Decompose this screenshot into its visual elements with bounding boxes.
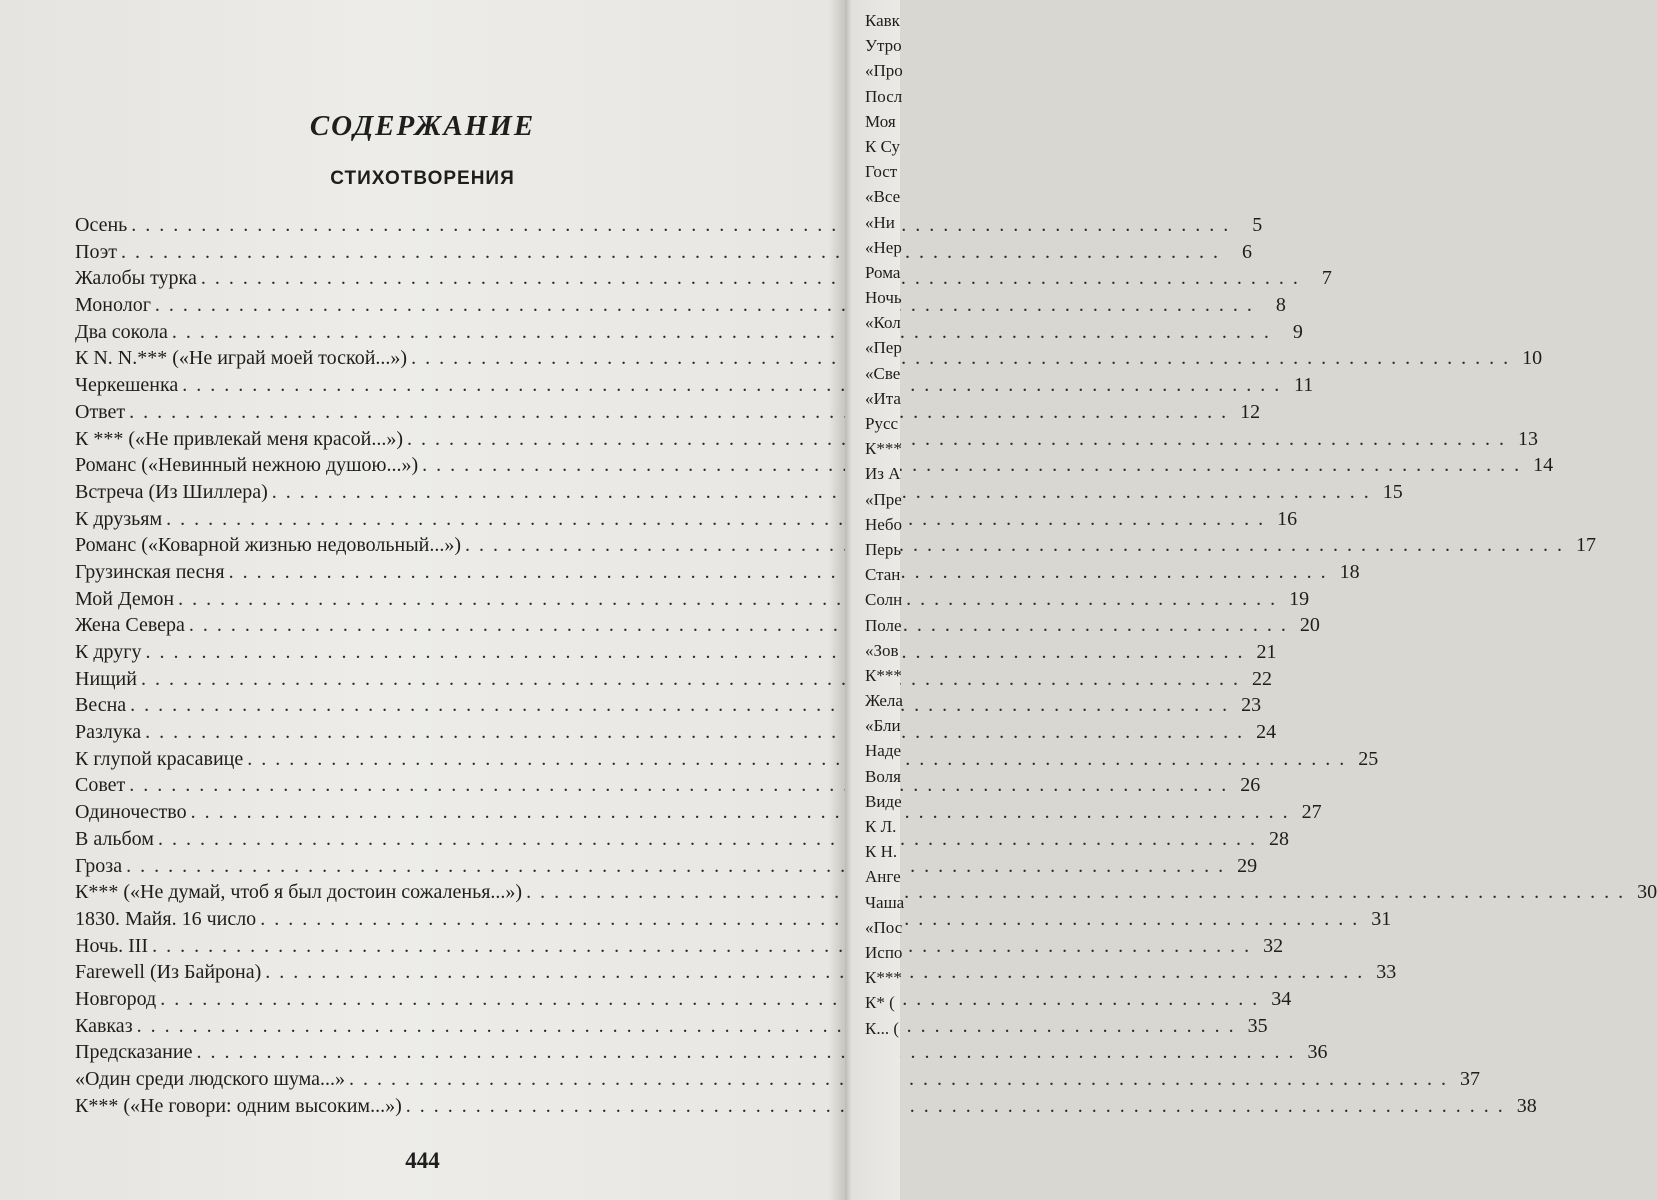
right-page-fragment: «Кол (865, 313, 901, 333)
toc-entry-page: 13 (1518, 427, 1539, 450)
toc-entry-title: Осень (75, 214, 128, 236)
right-page-fragment: Рома (865, 262, 901, 282)
dot-leader (172, 319, 1271, 346)
toc-entry-page: 18 (1339, 560, 1360, 583)
right-page-fragment: К Н. (865, 842, 898, 862)
dot-leader (201, 265, 1300, 292)
toc-entry-page: 6 (1242, 240, 1253, 263)
dot-leader (407, 426, 1506, 453)
toc-entry-page: 24 (1256, 721, 1277, 744)
right-page-fragment: Наде (865, 741, 902, 761)
right-page-fragment: «Све (865, 363, 901, 383)
dot-leader (158, 826, 1257, 853)
dot-leader (526, 879, 1625, 906)
right-page-fragment: «Ни (865, 212, 895, 232)
toc-entry-page: 35 (1247, 1014, 1268, 1037)
toc-entry-page: 11 (1293, 374, 1314, 397)
dot-leader (166, 506, 1265, 533)
toc-entry-title: Одиночество (75, 801, 187, 824)
toc-entry-title: К N. N.*** («Не играй моей тоской...») (75, 347, 408, 370)
right-page-fragment: «Пре (865, 489, 902, 509)
toc-entry (75, 959, 1397, 986)
toc-entry (75, 319, 1303, 346)
dot-leader (141, 666, 1240, 693)
dot-leader (137, 1013, 1236, 1040)
toc-entry-page: 33 (1376, 961, 1397, 984)
right-page-fragment: Солн (865, 590, 903, 610)
toc-entry-page: 29 (1237, 854, 1258, 877)
toc-entry (75, 1066, 1481, 1093)
right-page-fragment: Посл (865, 86, 903, 106)
toc-entry-title: «Один среди людского шума...» (75, 1068, 346, 1090)
dot-leader (152, 933, 1251, 960)
right-page-fragment: «Ита (865, 388, 901, 408)
toc-entry-page: 23 (1241, 694, 1262, 717)
toc-entry-page: 30 (1637, 881, 1657, 904)
toc-entry-title: Кавказ (75, 1014, 133, 1037)
toc-entry-title: К*** («Не говори: одним высоким...») (75, 1094, 402, 1117)
dot-leader (129, 399, 1228, 426)
right-page-fragment: Моя (865, 111, 896, 131)
toc-entry-page: 31 (1371, 907, 1392, 930)
right-page-fragment: Русс (865, 414, 899, 433)
right-page-fragment: Чаша (865, 892, 905, 912)
dot-leader (129, 772, 1228, 799)
toc-entry-page: 7 (1321, 267, 1332, 290)
toc-entry-page: 26 (1240, 774, 1261, 797)
toc-entry-title: Черкешенка (75, 374, 179, 397)
right-page-fragment: К* ( (865, 993, 895, 1013)
toc-entry-page: 28 (1268, 827, 1289, 850)
toc-entry-title: Разлука (75, 721, 142, 744)
toc-entry-page: 15 (1382, 480, 1403, 503)
toc-entry-page: 19 (1289, 587, 1310, 610)
dot-leader (260, 906, 1359, 933)
right-page-fragment: «Все (865, 187, 901, 207)
toc-entry (75, 666, 1272, 693)
toc-entry-page: 27 (1301, 801, 1322, 824)
toc-entry-title: В альбом (75, 827, 154, 850)
right-page-fragment: Жела (865, 691, 903, 711)
toc-entry-title: К другу (75, 641, 142, 663)
toc-entry-page: 8 (1275, 294, 1286, 317)
right-page-fragment: К*** (865, 665, 902, 685)
toc-entry-title: Мой Демон (75, 587, 175, 610)
toc-entry (75, 1039, 1328, 1066)
dot-leader (465, 532, 1564, 559)
toc-entry-title: К глупой красавице (75, 747, 244, 770)
dot-leader (272, 479, 1371, 506)
right-page-fragment: Кавк (865, 11, 900, 30)
right-page-fragment: Перь (865, 539, 902, 559)
toc-entry-page: 37 (1460, 1068, 1481, 1090)
toc-entry-title: Ответ (75, 400, 126, 423)
right-page-fragment: Утро (865, 36, 902, 56)
dot-leader (130, 692, 1229, 719)
dot-leader (131, 212, 1230, 239)
toc-entry-title: Поэт (75, 240, 118, 263)
toc-entry-page: 9 (1292, 320, 1303, 343)
right-page-fragment: Ночь (865, 288, 902, 308)
toc-entry-page: 21 (1256, 641, 1277, 663)
toc-entry-title: Грузинская песня (75, 560, 225, 583)
toc-entry-title: К друзьям (75, 507, 163, 530)
toc-entry-title: Монолог (75, 294, 151, 317)
dot-leader (229, 559, 1328, 586)
right-page-fragment: К*** (865, 968, 902, 988)
dot-leader (196, 1039, 1295, 1066)
right-page-fragment: «Нер (865, 237, 902, 257)
toc-entry-page: 16 (1277, 507, 1298, 530)
toc-entry-title: К *** («Не привлекай меня красой...») (75, 427, 404, 450)
toc-entry-page: 32 (1263, 934, 1284, 957)
right-page-fragment: Виде (865, 791, 902, 811)
toc-entry-title: Farewell (Из Байрона) (75, 961, 262, 984)
right-page-fragment: «Пос (865, 917, 903, 937)
right-page-fragment: Испо (865, 942, 903, 962)
toc-entry-page: 34 (1271, 987, 1292, 1010)
right-page-fragment: «Пер (865, 338, 902, 358)
toc-entry-title: Два сокола (75, 320, 168, 343)
toc-entry (75, 1013, 1268, 1040)
dot-leader (406, 1093, 1505, 1120)
dot-leader (126, 853, 1225, 880)
toc-entry-page: 12 (1240, 400, 1261, 423)
toc-entry-page: 17 (1576, 534, 1597, 557)
right-page-fragment: Стан (865, 565, 901, 585)
toc-entry-page: 38 (1516, 1094, 1537, 1117)
toc-entry-title: Жалобы турка (75, 267, 197, 290)
toc-entry-title: Романс («Коварной жизнью недовольный...») (75, 534, 462, 557)
section-heading: СТИХОТВОРЕНИЯ (330, 168, 515, 189)
right-page-fragment: «Про (865, 61, 903, 81)
dot-leader (145, 719, 1244, 746)
right-page-fragment: К Су (865, 136, 901, 156)
right-page-fragments (865, 8, 904, 1041)
toc-entry-page: 20 (1299, 614, 1320, 637)
toc-entry-title: Нищий (75, 667, 137, 690)
toc-entry-page: 22 (1251, 667, 1272, 690)
dot-leader (178, 586, 1277, 613)
toc-entry-page: 25 (1358, 747, 1379, 770)
right-page-fragment: «Бли (865, 716, 901, 736)
toc-entry-page: 36 (1307, 1041, 1328, 1064)
toc-entry-title: Новгород (75, 987, 157, 1010)
right-page-fragment: Воля (865, 766, 901, 786)
dot-leader (160, 986, 1259, 1013)
right-page-fragment: К... ( (865, 1018, 899, 1038)
page-number: 444 (405, 1148, 440, 1173)
dot-leader (182, 372, 1281, 399)
toc-entry-title: Жена Севера (75, 614, 185, 637)
dot-leader (121, 239, 1220, 266)
toc-entry-title: Ночь. III (75, 934, 149, 957)
right-page-fragment: Гост (865, 162, 898, 182)
right-page-fragment: Небо (865, 514, 902, 534)
right-page-fragment: Анге (865, 867, 901, 887)
toc-entry-title: Весна (75, 694, 127, 717)
toc-entry-title: Совет (75, 774, 126, 797)
toc-entry-title: К*** («Не думай, чтоб я был достоин сожаленья...») (75, 881, 523, 904)
right-page-fragment: К*** (865, 439, 902, 459)
dot-leader (265, 959, 1364, 986)
dot-leader (247, 746, 1346, 773)
right-page-fragment: К Л. (865, 817, 897, 836)
dot-leader (189, 612, 1288, 639)
toc-entry (75, 1093, 1537, 1120)
dot-leader (411, 345, 1510, 372)
right-page-fragment: Из А (865, 464, 901, 484)
right-page-fragment: Поле (865, 615, 902, 635)
right-page-fragment: «Зов (865, 640, 899, 660)
toc-entry (75, 986, 1292, 1013)
toc-entry-title: Романс («Невинный нежною душою...») (75, 454, 419, 477)
dot-leader (145, 639, 1244, 666)
toc-entry-title: Гроза (75, 854, 123, 877)
toc-entry (75, 426, 1539, 453)
toc-entry-title: 1830. Майя. 16 число (75, 907, 257, 930)
dot-leader (191, 799, 1290, 826)
contents-heading: СОДЕРЖАНИЕ (309, 110, 536, 142)
toc-entry-page: 5 (1252, 214, 1263, 236)
dot-leader (155, 292, 1254, 319)
dot-leader (422, 452, 1521, 479)
toc-entry-title: Предсказание (75, 1041, 193, 1064)
toc-entry-page: 14 (1533, 454, 1554, 477)
toc-entry-page: 10 (1522, 347, 1543, 370)
toc-entry-title: Встреча (Из Шиллера) (75, 480, 268, 503)
